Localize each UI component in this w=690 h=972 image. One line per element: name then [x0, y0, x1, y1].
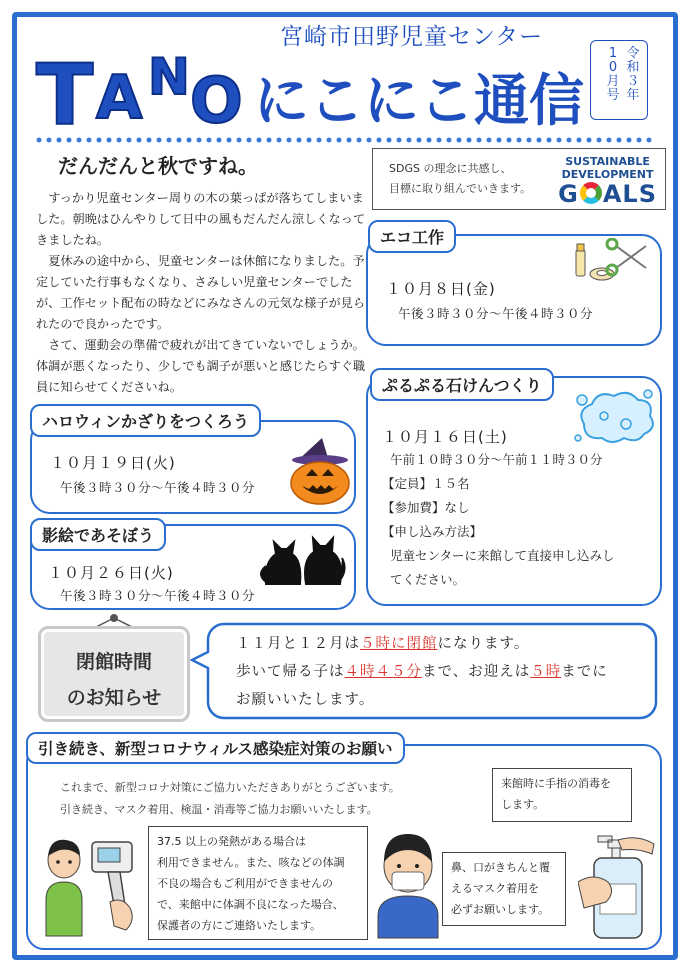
black-cats-icon: [260, 528, 346, 586]
covid-intro-line: これまで、新型コロナ対策にご協力いただきありがとうございます。: [60, 781, 400, 794]
fever-note-line: 保護者の方にご連絡いたします。: [157, 919, 322, 932]
closing-text: まで、お迎えは: [422, 664, 531, 680]
soap-box: [366, 376, 662, 606]
sdgs-logo-goals: [558, 181, 657, 207]
masked-boy-icon: [374, 832, 444, 940]
soap-apply-text: 児童センターに来館して直接申し込みし: [390, 548, 615, 563]
halloween-date: １０月１９日(火): [50, 454, 176, 472]
fever-note-line: 利用できません。また、咳などの体調: [157, 856, 345, 869]
sdgs-logo-g: G: [558, 180, 579, 208]
closing-line-3: お願いいたします。: [236, 692, 375, 708]
closing-time-highlight: ５時に閉館: [360, 636, 438, 652]
shadow-title-tag: 影絵であそぼう: [30, 518, 166, 551]
logo-letter-o: O: [190, 64, 243, 128]
jack-o-lantern-icon: [288, 436, 352, 506]
closing-sign-line1: 閉館時間: [75, 651, 152, 673]
shadow-time: 午後３時３０分～午後４時３０分: [60, 588, 256, 603]
fever-note-line: 不良の場合もご利用ができませんの: [157, 877, 333, 890]
logo-letter-t: T: [36, 48, 94, 128]
mask-note: [442, 852, 566, 926]
sdgs-wheel-icon: [580, 182, 602, 204]
soap-apply-text: てください。: [390, 572, 466, 587]
mask-note-line: 鼻、口がきちんと覆: [451, 861, 550, 874]
pickup-time-highlight: ５時: [530, 664, 562, 680]
dotted-divider: [36, 137, 656, 143]
thermometer-child-icon: [38, 836, 146, 940]
soap-bubbles-icon: [574, 384, 658, 450]
halloween-title-tag: ハロウィンかざりをつくろう: [30, 404, 261, 437]
covid-intro: [60, 777, 400, 821]
closing-time-sign: [38, 626, 190, 722]
eco-date: １０月８日(金): [386, 280, 496, 298]
issue-era: 令和３年: [626, 46, 640, 103]
closing-line-1: [236, 632, 529, 653]
soap-capacity: 【定員】１５名: [382, 476, 470, 491]
hand-sanitizer-icon: [578, 834, 662, 940]
closing-text: 歩いて帰る子は: [236, 664, 345, 680]
closing-text: になります。: [437, 636, 530, 652]
closing-text: １１月と１２月は: [236, 636, 360, 652]
soap-date: １０月１６日(土): [382, 428, 508, 446]
soap-title-tag: ぷるぷる石けんつくり: [370, 368, 554, 401]
covid-intro-line: 引き続き、マスク着用、検温・消毒等ご協力お願いいたします。: [60, 803, 378, 816]
newsletter-logo: [30, 48, 590, 128]
sdgs-logo: [558, 155, 657, 207]
sdgs-logo-line: DEVELOPMENT: [561, 168, 654, 181]
sanitize-note-line: 来館時に手指の消毒を: [501, 777, 611, 790]
sdgs-statement: [389, 159, 539, 199]
intro-paragraph: さて、運動会の準備で疲れが出てきていないでしょうか。体調が悪くなったり、少しでも調子が悪いと感じたらすぐ職員に知らせてくださいね。: [36, 338, 366, 394]
sdgs-box: [372, 148, 666, 210]
covid-title-tag: 引き続き、新型コロナウィルス感染症対策のお願い: [26, 732, 405, 764]
issue-label: [590, 40, 648, 120]
shadow-date: １０月２６日(火): [48, 564, 174, 582]
halloween-time: 午後３時３０分～午後４時３０分: [60, 480, 256, 495]
intro-text: [36, 188, 366, 398]
autumn-heading: だんだんと秋ですね。: [58, 154, 258, 178]
fever-note-line: 37.5 以上の発熱がある場合は: [157, 835, 306, 848]
closing-text: までに: [561, 664, 608, 680]
intro-paragraph: すっかり児童センター周りの木の葉っぱが落ちてしまいました。朝晩はひんやりして日中の風もだんだん涼しくなってきましたね。: [36, 191, 366, 247]
logo-title-jp: にこにこ通信: [254, 69, 584, 128]
closing-sign-line2: のお知らせ: [66, 687, 162, 709]
mask-note-line: えるマスク着用を: [451, 882, 539, 895]
sdgs-line: 目標に取り組んでいきます。: [389, 182, 532, 195]
logo-letter-a: A: [96, 63, 143, 128]
sanitize-note: [492, 768, 632, 822]
scissors-tape-glue-icon: [568, 238, 656, 290]
soap-fee: 【参加費】なし: [382, 500, 470, 515]
walk-home-time-highlight: ４時４５分: [344, 664, 422, 680]
eco-title-tag: エコ工作: [368, 220, 456, 253]
sanitize-note-line: します。: [501, 798, 545, 811]
center-name: 宮崎市田野児童センター: [280, 24, 544, 50]
fever-note: [148, 826, 368, 940]
closing-line-2: [236, 660, 608, 681]
sdgs-line: SDGS の理念に共感し、: [389, 162, 512, 175]
logo-letter-n: N: [148, 48, 190, 106]
issue-month: 10月号: [606, 46, 620, 103]
sdgs-logo-line: SUSTAINABLE: [565, 155, 650, 168]
mask-note-line: 必ずお願いします。: [451, 903, 550, 916]
soap-time: 午前１０時３０分～午前１１時３０分: [390, 452, 603, 467]
intro-paragraph: 夏休みの途中から、児童センターは休館になりました。予定していた行事もなくなり、さみしい児童センターでしたが、工作セット配布の時などにみなさんの元気な様子が見られたので良かったです。: [36, 254, 366, 331]
fever-note-line: で、来館中に体調不良になった場合、: [157, 898, 344, 911]
sdgs-logo-als: ALS: [602, 180, 657, 208]
eco-time: 午後３時３０分～午後４時３０分: [398, 306, 594, 321]
soap-apply-label: 【申し込み方法】: [382, 524, 483, 539]
